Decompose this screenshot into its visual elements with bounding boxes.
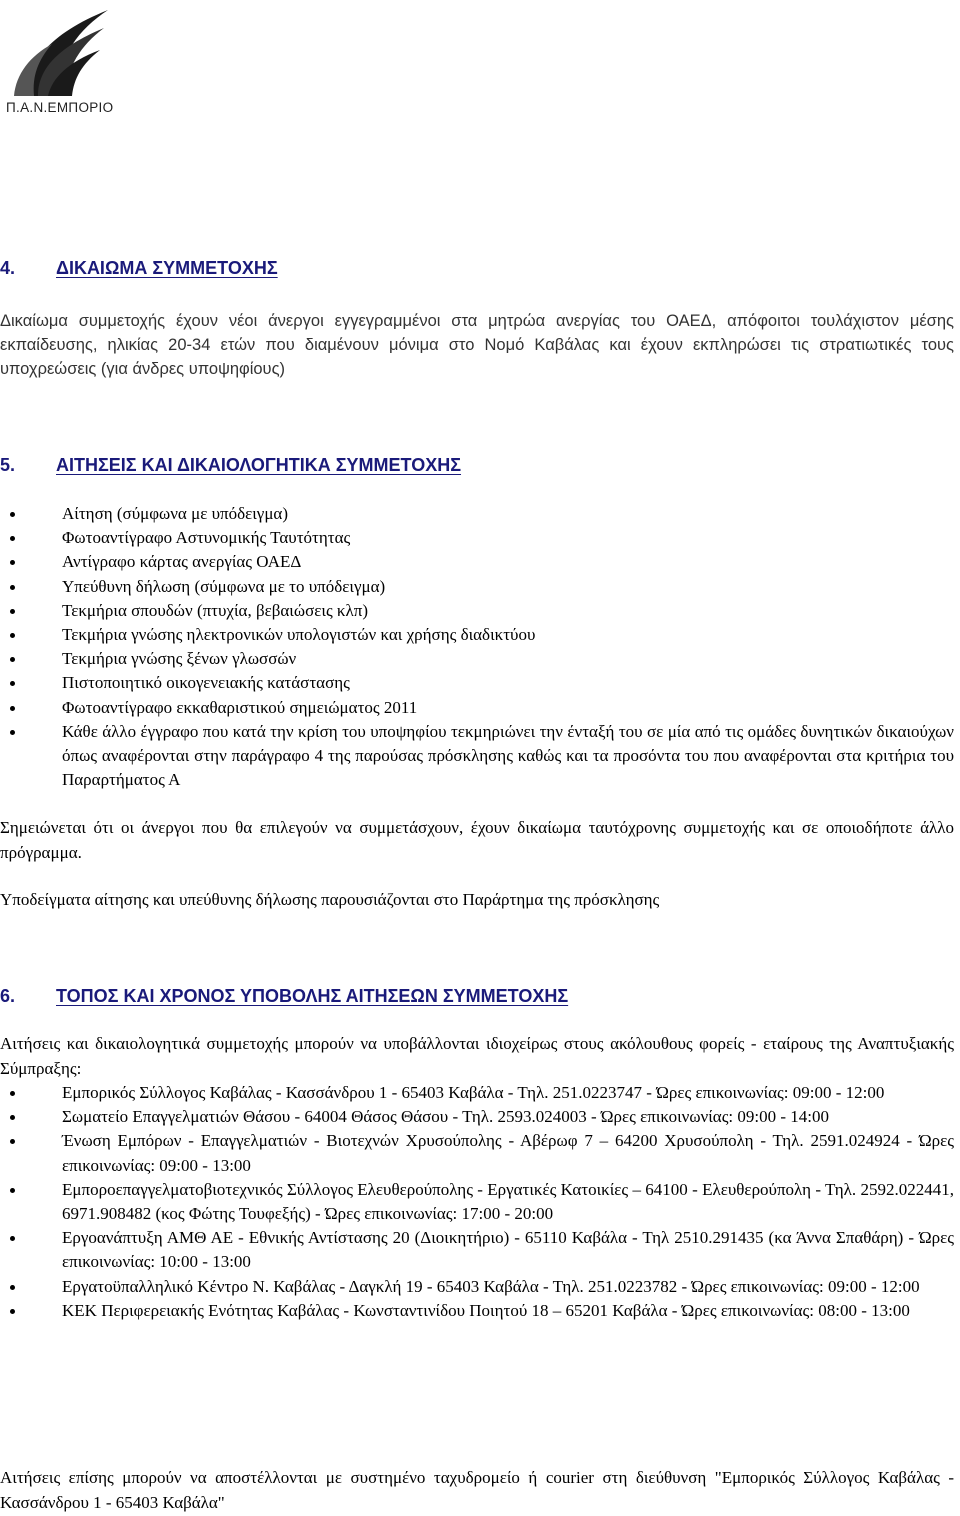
- bullet-icon: [10, 1236, 15, 1241]
- list-item: Σωματείο Επαγγελματιών Θάσου - 64004 Θάσος Θάσου - Τηλ. 2593.024003 - Ώρες επικοινωνίας: 09:00 - 14:00: [0, 1105, 954, 1129]
- logo: [0, 0, 125, 125]
- list-item: Εργατοϋπαλληλικό Κέντρο Ν. Καβάλας - Δαγκλή 19 - 65403 Καβάλα - Τηλ. 251.0223782 - Ώρες επικοινωνίας: 09:00 - 12:00: [0, 1275, 954, 1299]
- logo-text: Π.Α.Ν.ΕΜΠΟΡΙΟ: [6, 100, 114, 115]
- note-templates: Υποδείγματα αίτησης και υπεύθυνης δήλωσης παρουσιάζονται στο Παράρτημα της πρόσκλησης: [0, 890, 660, 909]
- venues-list: [0, 1081, 954, 1323]
- section-5-title: ΑΙΤΗΣΕΙΣ ΚΑΙ ΔΙΚΑΙΟΛΟΓΗΤΙΚΑ ΣΥΜΜΕΤΟΧΗΣ: [56, 455, 462, 475]
- list-item: Φωτοαντίγραφο εκκαθαριστικού σημειώματος 2011: [0, 696, 954, 720]
- section-6-heading: [0, 986, 568, 1007]
- section-6-number: 6.: [0, 986, 16, 1006]
- list-item: Φωτοαντίγραφο Αστυνομικής Ταυτότητας: [0, 526, 954, 550]
- list-item: Πιστοποιητικό οικογενειακής κατάστασης: [0, 671, 954, 695]
- bullet-icon: [10, 1188, 15, 1193]
- list-item: Εμποροεπαγγελματοβιοτεχνικός Σύλλογος Ελευθερούπολης - Εργατικές Κατοικίες – 64100 - Ελευθερούπολη - Τηλ. 2592.022441, 6971.908482 (κος Φώτης Τουφεξής) - Ώρες επικοινωνίας: 17:00 - 20:00: [0, 1178, 954, 1226]
- section-5-number: 5.: [0, 455, 16, 475]
- bullet-icon: [10, 1091, 15, 1096]
- list-item: Εργοανάπτυξη ΑΜΘ ΑΕ - Εθνικής Αντίστασης 20 (Διοικητήριο) - 65110 Καβάλα - Τηλ 2510.291435 (κα Άννα Σπαθάρη) - Ώρες επικοινωνίας: 10:00 - 13:00: [0, 1226, 954, 1274]
- list-item: ΚΕΚ Περιφερειακής Ενότητας Καβάλας - Κωνσταντινίδου Ποιητού 18 – 65201 Καβάλα - Ώρες επικοινωνίας: 08:00 - 13:00: [0, 1299, 954, 1323]
- list-item: Ένωση Εμπόρων - Επαγγελματιών - Βιοτεχνών Χρυσούπολης - Αβέρωφ 7 – 64200 Χρυσούπολη - Τηλ. 2591.024924 - Ώρες επικοινωνίας: 09:00 - 13:00: [0, 1129, 954, 1177]
- bullet-icon: [10, 706, 15, 711]
- note-simultaneous: Σημειώνεται ότι οι άνεργοι που θα επιλεγούν να συμμετάσχουν, έχουν δικαίωμα ταυτόχρονης συμμετοχής και σε οποιοδήποτε άλλο πρόγραμμα.: [0, 818, 954, 862]
- bullet-icon: [10, 560, 15, 565]
- list-item: Τεκμήρια σπουδών (πτυχία, βεβαιώσεις κλπ): [0, 599, 954, 623]
- list-item: Τεκμήρια γνώσης ξένων γλωσσών: [0, 647, 954, 671]
- bullet-icon: [10, 1115, 15, 1120]
- section-5-heading: [0, 455, 461, 476]
- list-item: Εμπορικός Σύλλογος Καβάλας - Κασσάνδρου 1 - 65403 Καβάλα - Τηλ. 251.0223747 - Ώρες επικοινωνίας: 09:00 - 12:00: [0, 1081, 954, 1105]
- section-6-outro: Αιτήσεις επίσης μπορούν να αποστέλλονται με συστημένο ταχυδρομείο ή courier στη διεύθυνση "Εμπορικός Σύλλογος Καβάλας - Κασσάνδρου 1 - 65403 Καβάλα": [0, 1468, 954, 1512]
- section-4-body: Δικαίωμα συμμετοχής έχουν νέοι άνεργοι εγγεγραμμένοι στα μητρώα ανεργίας του ΟΑΕΔ, απόφοιτοι τουλάχιστον μέσης εκπαίδευσης, ηλικίας 20-34 ετών που διαμένουν μόνιμα στο Νομό Καβάλας και έχουν εκπληρώσει τις στρατιωτικές τους υποχρεώσεις (για άνδρες υποψηφίους): [0, 312, 954, 378]
- list-item: Αντίγραφο κάρτας ανεργίας ΟΑΕΔ: [0, 550, 954, 574]
- section-6-intro: Αιτήσεις και δικαιολογητικά συμμετοχής μπορούν να υποβάλλονται ιδιοχείρως στους ακόλουθους φορείς - εταίρους της Αναπτυξιακής Σύμπραξης:: [0, 1034, 954, 1078]
- bullet-icon: [10, 681, 15, 686]
- section-4-number: 4.: [0, 258, 16, 278]
- list-item: Κάθε άλλο έγγραφο που κατά την κρίση του υποψηφίου τεκμηριώνει την ένταξή του σε μία από τις ομάδες δυνητικών δικαιούχων όπως αναφέρονται στην παράγραφο 4 της παρούσας πρόσκλησης καθώς και τα προσόντα του που αναφέρονται στα κριτήρια του Παραρτήματος Α: [0, 720, 954, 793]
- wing-logo-icon: [8, 4, 118, 100]
- bullet-icon: [10, 1139, 15, 1144]
- bullet-icon: [10, 1309, 15, 1314]
- bullet-icon: [10, 730, 15, 735]
- bullet-icon: [10, 657, 15, 662]
- section-4-title: ΔΙΚΑΙΩΜΑ ΣΥΜΜΕΤΟΧΗΣ: [56, 258, 278, 278]
- list-item: Αίτηση (σύμφωνα με υπόδειγμα): [0, 502, 954, 526]
- section-6-title: ΤΟΠΟΣ ΚΑΙ ΧΡΟΝΟΣ ΥΠΟΒΟΛΗΣ ΑΙΤΗΣΕΩΝ ΣΥΜΜΕΤΟΧΗΣ: [56, 986, 569, 1006]
- list-item: Υπεύθυνη δήλωση (σύμφωνα με το υπόδειγμα): [0, 575, 954, 599]
- bullet-icon: [10, 512, 15, 517]
- bullet-icon: [10, 609, 15, 614]
- bullet-icon: [10, 1285, 15, 1290]
- bullet-icon: [10, 536, 15, 541]
- bullet-icon: [10, 633, 15, 638]
- bullet-icon: [10, 585, 15, 590]
- section-4-heading: [0, 258, 278, 279]
- requirements-list: [0, 502, 954, 792]
- list-item: Τεκμήρια γνώσης ηλεκτρονικών υπολογιστών και χρήσης διαδικτύου: [0, 623, 954, 647]
